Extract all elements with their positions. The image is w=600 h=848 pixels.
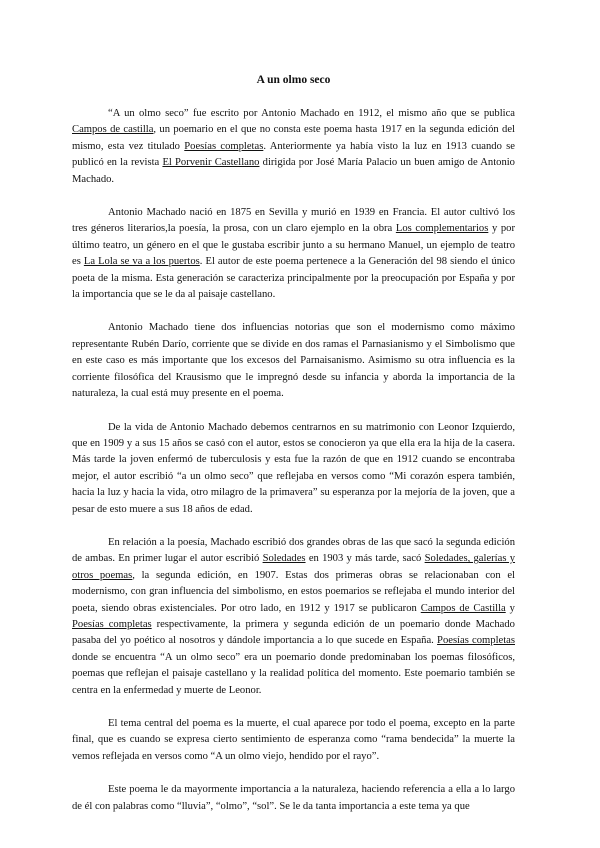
paragraph-5 (72, 535, 515, 699)
p5-text-d: y (505, 602, 515, 614)
paragraph-1 (72, 106, 515, 188)
p5-text-e: respectivamente, la primera y segunda edición de un poemario donde Machado pasaba del yo poético al nosotros y dándole importancia a lo que sucede en España. (72, 618, 515, 647)
link-poesias-completas[interactable]: Poesías completas (184, 140, 264, 152)
p5-text-c: , la segunda edición, en 1907. Estas dos primeras obras se relacionaban con el modernismo, con gran influencia del simbolismo, en estos poemarios se reflejaba el mundo interior del poeta, siendo obras existenciales. Por otro lado, en 1912 y 1917 se publicaron (72, 569, 515, 614)
link-poesias-completas-3[interactable]: Poesías completas (437, 635, 515, 647)
p1-text-a: “A un olmo seco” fue escrito por Antonio Machado en 1912, el mismo año que se publica (108, 108, 515, 119)
p1-text-b: , un poemario en el que no consta este poema hasta 1917 en la segunda edición del mismo, esta vez titulado (72, 124, 515, 152)
paragraph-4: De la vida de Antonio Machado debemos centrarnos en su matrimonio con Leonor Izquierdo, que en 1909 y a sus 15 años se casó con el autor, estos se conocieron ya que ella era la hija de la casera. Más tarde la joven enfermó de tuberculosis y esta fue la razón de que en 1912 cuando se encontraba mejor, el autor escribió “a un olmo seco” que reflejaba en versos como “Mi corazón espera también, hacia la luz y hacia la vida, otro milagro de la primavera” su esperanza por la mejoría de la joven, que a pesar de esto muere a sus 18 años de edad. (72, 421, 515, 515)
link-campos-de-castilla[interactable]: Campos de castilla (72, 124, 154, 136)
link-los-complementarios[interactable]: Los complementarios (395, 223, 489, 235)
paragraph-6: El tema central del poema es la muerte, el cual aparece por todo el poema, excepto en la parte final, que es cuando se expresa cierto sentimiento de esperanza como “rama bendecida” la muerte la vemos reflejada en versos como “A un olmo viejo, hendido por el rayo”. (72, 718, 515, 762)
p5-text-a: En relación a la poesía, Machado escribió dos grandes obras de las que sacó la segunda edición de ambas. En primer lugar el autor escribió (72, 536, 515, 565)
p5-text-f: donde se encuentra “A un olmo seco” era un poemario donde predominaban los poemas filosóficos, poemas que reflejan el paisaje castellano y la realidad política del momento. Este poemario también se centra en la enfermedad y muerte de Leonor. (72, 651, 515, 696)
link-poesias-completas-2[interactable]: Poesías completas (72, 618, 152, 630)
p1-text-c: . Anteriormente ya había visto la luz en 1913 cuando se publicó en la revista (72, 140, 515, 169)
link-soledades[interactable]: Soledades (262, 553, 306, 565)
paragraph-2 (72, 205, 515, 303)
paragraph-7: Este poema le da mayormente importancia a la naturaleza, haciendo referencia a ella a lo largo de él con palabras como “lluvia”, “olmo”, “sol”. Se le da tanta importancia a este tema ya que (72, 784, 515, 812)
p1-text-d: dirigida por José María Palacio un buen amigo de Antonio Machado. (72, 157, 515, 185)
link-campos-de-castilla-2[interactable]: Campos de Castilla (420, 602, 506, 614)
p2-text-c: . El autor de este poema pertenece a la Generación del 98 siendo el único poeta de la misma. Esta generación se caracteriza principalmente por la preocupación por España y por la importancia que se le da al paisaje castellano. (72, 256, 515, 301)
p2-text-a: Antonio Machado nació en 1875 en Sevilla y murió en 1939 en Francia. El autor cultivó los tres géneros literarios,la poesía, la prosa, con un claro ejemplo en la obra (72, 207, 515, 235)
p2-text-b: y por último teatro, un género en el que le gustaba escribir junto a su hermano Manuel, un ejemplo de teatro es (72, 223, 515, 268)
link-la-lola-se-va-a-los-puertos[interactable]: La Lola se va a los puertos (83, 256, 200, 268)
document-title: A un olmo seco (256, 74, 331, 86)
p5-text-b: en 1903 y más tarde, sacó (305, 553, 425, 565)
link-soledades-galerias-y-otros-poemas[interactable]: Soledades, galerías y otros poemas (72, 553, 516, 581)
link-el-porvenir-castellano[interactable]: El Porvenir Castellano (162, 157, 260, 169)
paragraph-3: Antonio Machado tiene dos influencias notorias que son el modernismo como máximo representante Rubén Darío, corriente que se divide en dos ramas el Parnasianismo y el Simbolismo que en este caso es más importante que los excesos del Parnaisanismo. Asimismo su otra influencia es la corriente filosófica del Krausismo que le impregnó desde su infancia y aborda la importancia de la naturaleza, la cual está muy presente en el poema. (72, 322, 515, 400)
